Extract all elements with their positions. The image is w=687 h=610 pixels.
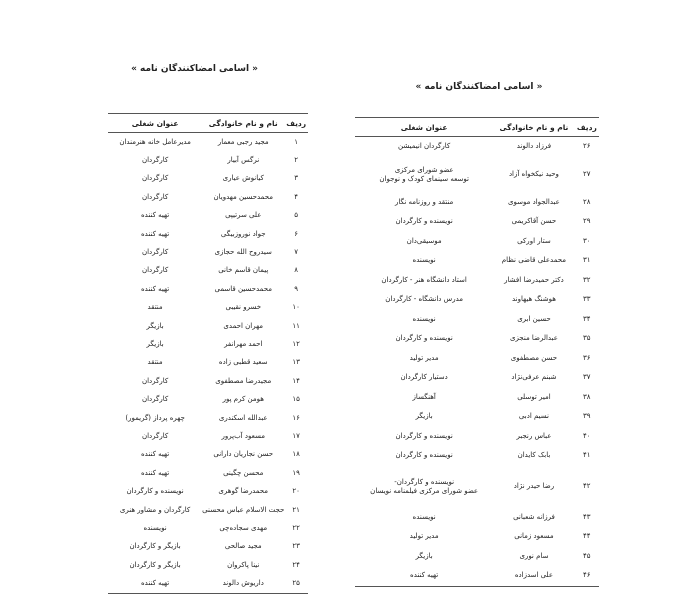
job-title-line: نویسنده و کارگردان- bbox=[394, 477, 455, 486]
row-number: ۷ bbox=[294, 248, 299, 257]
row-number: ۳ bbox=[294, 174, 299, 183]
job-title: منتقد bbox=[147, 358, 163, 367]
table-row bbox=[355, 271, 599, 291]
signatories-table-right bbox=[355, 117, 599, 587]
table-row bbox=[108, 335, 308, 353]
job-title: بازیگر bbox=[146, 321, 164, 330]
job-title: کارگردان و مشاور هنری bbox=[119, 505, 191, 514]
full-name: سعید قطبی زاده bbox=[218, 358, 268, 367]
table-row bbox=[108, 538, 308, 556]
row-number: ۱۲ bbox=[292, 339, 300, 348]
row-number: ۲۳ bbox=[292, 542, 300, 551]
row-number: ۱۱ bbox=[292, 321, 300, 330]
header-row-number: ردیف bbox=[284, 114, 308, 133]
job-title: تهیه کننده bbox=[355, 566, 493, 586]
row-number: ۴ bbox=[294, 192, 299, 201]
table-row bbox=[108, 299, 308, 317]
full-name: مجید صالحی bbox=[224, 542, 262, 551]
table-row bbox=[355, 388, 599, 408]
table-row bbox=[355, 157, 599, 193]
table-row bbox=[355, 193, 599, 213]
job-title: منتقد و روزنامه نگار bbox=[394, 197, 454, 206]
full-name: حسن نجاریان دارانی bbox=[213, 450, 274, 459]
job-title-line: عضو شورای مرکزی bbox=[394, 165, 454, 174]
full-name: حسن مصطفوی bbox=[510, 353, 558, 362]
job-title: نویسنده و کارگردان bbox=[395, 431, 453, 440]
full-name: وحید نیکخواه آزاد bbox=[508, 170, 559, 178]
job-title: دستیار کارگردان bbox=[400, 373, 448, 382]
full-name: عبدالجواد موسوی bbox=[508, 197, 560, 206]
full-name: مسعود آب‌پرور bbox=[221, 431, 265, 440]
job-title: مدرس دانشگاه - کارگردان bbox=[385, 295, 463, 304]
table-row bbox=[108, 446, 308, 464]
table-row bbox=[108, 207, 308, 225]
table-row bbox=[108, 243, 308, 261]
table-row bbox=[355, 232, 599, 252]
job-title: تهیه کننده bbox=[141, 468, 170, 477]
full-name: عباس رنجبر bbox=[516, 431, 552, 440]
job-title: چهره پرداز (گریمور) bbox=[125, 413, 185, 422]
row-number: ۳۶ bbox=[583, 353, 591, 362]
row-number: ۲۵ bbox=[284, 574, 308, 593]
full-name: احمد مهرانفر bbox=[224, 339, 263, 348]
table-row bbox=[108, 427, 308, 445]
header-full-name: نام و نام خانوادگی bbox=[202, 114, 284, 133]
table-row bbox=[108, 556, 308, 574]
full-name: دکتر حمیدرضا افشار bbox=[504, 275, 564, 284]
job-title: تهیه کننده bbox=[141, 284, 170, 293]
table-row bbox=[355, 212, 599, 232]
row-number: ۲۲ bbox=[292, 523, 300, 532]
full-name: جواد نوروزبیگی bbox=[220, 229, 266, 238]
full-name: کیانوش عیاری bbox=[222, 174, 264, 183]
job-title: بازیگر bbox=[415, 412, 433, 421]
row-number: ۸ bbox=[294, 266, 299, 275]
full-name: سام نوری bbox=[519, 551, 549, 560]
job-title: کارگردان bbox=[141, 174, 169, 183]
table-row bbox=[355, 310, 599, 330]
full-name: بابک کایدان bbox=[517, 451, 551, 460]
full-name: مجید رجبی معمار bbox=[217, 137, 269, 146]
full-name: عبدالرضا منجزی bbox=[509, 334, 558, 343]
table-row bbox=[355, 527, 599, 547]
row-number: ۳۸ bbox=[583, 392, 591, 401]
row-number: ۱۶ bbox=[292, 413, 300, 422]
signatories-table-left bbox=[108, 113, 308, 594]
table-row bbox=[108, 280, 308, 298]
full-name: مجیدرضا مصطفوی bbox=[215, 376, 272, 385]
full-name: مسعود زمانی bbox=[514, 532, 554, 541]
table-row bbox=[355, 137, 599, 157]
table-row bbox=[108, 188, 308, 206]
row-number: ۳۰ bbox=[583, 236, 591, 245]
table-row bbox=[108, 225, 308, 243]
left-table-title: « اسامی امضاکنندگان نامه » bbox=[131, 64, 258, 74]
full-name: ستار اورکی bbox=[517, 236, 551, 245]
job-title: نویسنده bbox=[143, 523, 167, 532]
table-header-row bbox=[355, 118, 599, 137]
full-name: شبنم عرفی‌نژاد bbox=[511, 373, 557, 382]
row-number: ۱۳ bbox=[292, 358, 300, 367]
job-title-line: عضو شورای مرکزی فیلمنامه نویسان bbox=[370, 486, 479, 495]
table-row bbox=[108, 133, 308, 152]
job-title: مدیر تولید bbox=[409, 532, 439, 541]
job-title: کارگردان bbox=[141, 192, 169, 201]
full-name: محمدعلی قاضی نظام bbox=[501, 256, 567, 265]
job-title bbox=[355, 157, 493, 193]
full-name: خسرو نقیبی bbox=[225, 303, 262, 312]
full-name: مهدی سجاده‌چی bbox=[219, 523, 268, 532]
header-job-title: عنوان شغلی bbox=[355, 118, 493, 137]
job-title: نویسنده bbox=[412, 256, 436, 265]
row-number: ۴۳ bbox=[583, 512, 591, 521]
job-title-line: توسعه سینمای کودک و نوجوان bbox=[379, 174, 469, 183]
job-title: نویسنده bbox=[412, 512, 436, 521]
job-title: نویسنده bbox=[412, 314, 436, 323]
table-row bbox=[108, 519, 308, 537]
row-number: ۲۸ bbox=[583, 197, 591, 206]
full-name: حسن آقاکریمی bbox=[511, 217, 557, 226]
job-title: بازیگر و کارگردان bbox=[129, 560, 181, 569]
job-title: نویسنده و کارگردان bbox=[395, 334, 453, 343]
table-row bbox=[108, 409, 308, 427]
full-name: فرزاد دالوند bbox=[516, 142, 552, 151]
job-title: مدیرعامل خانه هنرمندان bbox=[119, 137, 191, 146]
table-row bbox=[355, 329, 599, 349]
job-title: تهیه کننده bbox=[141, 229, 170, 238]
row-number: ۲ bbox=[294, 156, 299, 165]
row-number: ۱۸ bbox=[292, 450, 300, 459]
full-name: محمدرضا گوهری bbox=[218, 487, 269, 496]
table-row bbox=[108, 151, 308, 169]
table-row bbox=[108, 170, 308, 188]
row-number: ۲۷ bbox=[583, 170, 591, 178]
header-full-name: نام و نام خانوادگی bbox=[493, 118, 574, 137]
row-number: ۳۱ bbox=[583, 256, 591, 265]
row-number: ۲۱ bbox=[292, 505, 300, 514]
row-number: ۴۱ bbox=[583, 451, 591, 460]
row-number: ۴۶ bbox=[575, 566, 599, 586]
row-number: ۲۰ bbox=[292, 487, 300, 496]
job-title: تهیه کننده bbox=[141, 450, 170, 459]
table-row bbox=[355, 466, 599, 508]
table-row bbox=[355, 290, 599, 310]
table-row bbox=[355, 251, 599, 271]
table-row bbox=[355, 446, 599, 466]
job-title bbox=[355, 466, 493, 508]
row-number: ۳۷ bbox=[583, 373, 591, 382]
row-number: ۱۰ bbox=[292, 303, 300, 312]
full-name: محمدحسین مهدویان bbox=[213, 192, 273, 201]
job-title: کارگردان bbox=[141, 248, 169, 257]
table-row bbox=[355, 427, 599, 447]
full-name: علی سرتیپی bbox=[225, 211, 262, 220]
row-number: ۲۹ bbox=[583, 217, 591, 226]
row-number: ۳۹ bbox=[583, 412, 591, 421]
full-name: محمدحسین قاسمی bbox=[214, 284, 272, 293]
table-header-row bbox=[108, 114, 308, 133]
table-row bbox=[108, 390, 308, 408]
table-row bbox=[355, 566, 599, 586]
full-name: امیر توسلی bbox=[517, 392, 551, 401]
row-number: ۴۲ bbox=[583, 482, 591, 490]
row-number: ۹ bbox=[294, 284, 299, 293]
table-row bbox=[108, 482, 308, 500]
job-title: نویسنده و کارگردان bbox=[395, 217, 453, 226]
full-name: هوشنگ هیهاوند bbox=[511, 295, 556, 304]
row-number: ۳۴ bbox=[583, 314, 591, 323]
full-name: پیمان قاسم خانی bbox=[218, 266, 269, 275]
table-row bbox=[108, 372, 308, 390]
row-number: ۲۶ bbox=[583, 142, 591, 151]
job-title: منتقد bbox=[147, 303, 163, 312]
job-title: مدیر تولید bbox=[409, 353, 439, 362]
table-row bbox=[355, 349, 599, 369]
row-number: ۱۵ bbox=[292, 395, 300, 404]
row-number: ۴۵ bbox=[583, 551, 591, 560]
header-job-title: عنوان شغلی bbox=[108, 114, 202, 133]
header-row-number: ردیف bbox=[575, 118, 599, 137]
table-row bbox=[355, 508, 599, 528]
full-name: سیدروح الله حجازی bbox=[214, 248, 272, 257]
full-name: داریوش دالوند bbox=[202, 574, 284, 593]
right-table-title: « اسامی امضاکنندگان نامه » bbox=[415, 82, 543, 92]
row-number: ۴۰ bbox=[583, 431, 591, 440]
table-row bbox=[108, 574, 308, 593]
job-title: بازیگر bbox=[146, 339, 164, 348]
row-number: ۱۴ bbox=[292, 376, 300, 385]
job-title: نویسنده و کارگردان bbox=[395, 451, 453, 460]
full-name: عبدالله اسکندری bbox=[218, 413, 268, 422]
row-number: ۲۴ bbox=[292, 560, 300, 569]
job-title: کارگردان bbox=[141, 376, 169, 385]
job-title: تهیه کننده bbox=[141, 211, 170, 220]
full-name: رضا حیدر نژاد bbox=[513, 482, 555, 490]
table-row bbox=[355, 407, 599, 427]
job-title: آهنگساز bbox=[412, 392, 436, 401]
job-title: موسیقی‌دان bbox=[406, 236, 442, 245]
full-name: نینا پاکروان bbox=[227, 560, 260, 569]
full-name: نرگس آبیار bbox=[227, 156, 260, 165]
row-number: ۱۹ bbox=[292, 468, 300, 477]
full-name: هومن کرم پور bbox=[222, 395, 264, 404]
table-row bbox=[355, 368, 599, 388]
job-title: کارگردان انیمیشن bbox=[398, 142, 451, 151]
job-title: کارگردان bbox=[141, 395, 169, 404]
job-title: تهیه کننده bbox=[108, 574, 202, 593]
row-number: ۳۵ bbox=[583, 334, 591, 343]
row-number: ۴۴ bbox=[583, 532, 591, 541]
row-number: ۶ bbox=[294, 229, 299, 238]
job-title: کارگردان bbox=[141, 431, 169, 440]
table-row bbox=[108, 317, 308, 335]
row-number: ۱۷ bbox=[292, 431, 300, 440]
full-name: نسیم ادبی bbox=[518, 412, 549, 421]
row-number: ۱ bbox=[294, 137, 299, 146]
table-row bbox=[108, 501, 308, 519]
row-number: ۳۲ bbox=[583, 275, 591, 284]
job-title: بازیگر bbox=[415, 551, 433, 560]
table-row bbox=[108, 262, 308, 280]
row-number: ۵ bbox=[294, 211, 299, 220]
full-name: حجت الاسلام عباس محسنی bbox=[202, 505, 285, 514]
job-title: کارگردان bbox=[141, 156, 169, 165]
table-row bbox=[108, 354, 308, 372]
job-title: نویسنده و کارگردان bbox=[126, 487, 184, 496]
job-title: کارگردان bbox=[141, 266, 169, 275]
row-number: ۳۳ bbox=[583, 295, 591, 304]
full-name: مهران احمدی bbox=[223, 321, 264, 330]
full-name: حسین ابری bbox=[517, 314, 551, 323]
full-name: علی اسدزاده bbox=[493, 566, 574, 586]
table-row bbox=[355, 547, 599, 567]
full-name: فرزانه شعبانی bbox=[513, 512, 555, 521]
job-title: بازیگر و کارگردان bbox=[129, 542, 181, 551]
job-title: استاد دانشگاه هنر - کارگردان bbox=[381, 275, 467, 284]
full-name: محسن چگینی bbox=[223, 468, 264, 477]
table-row bbox=[108, 464, 308, 482]
